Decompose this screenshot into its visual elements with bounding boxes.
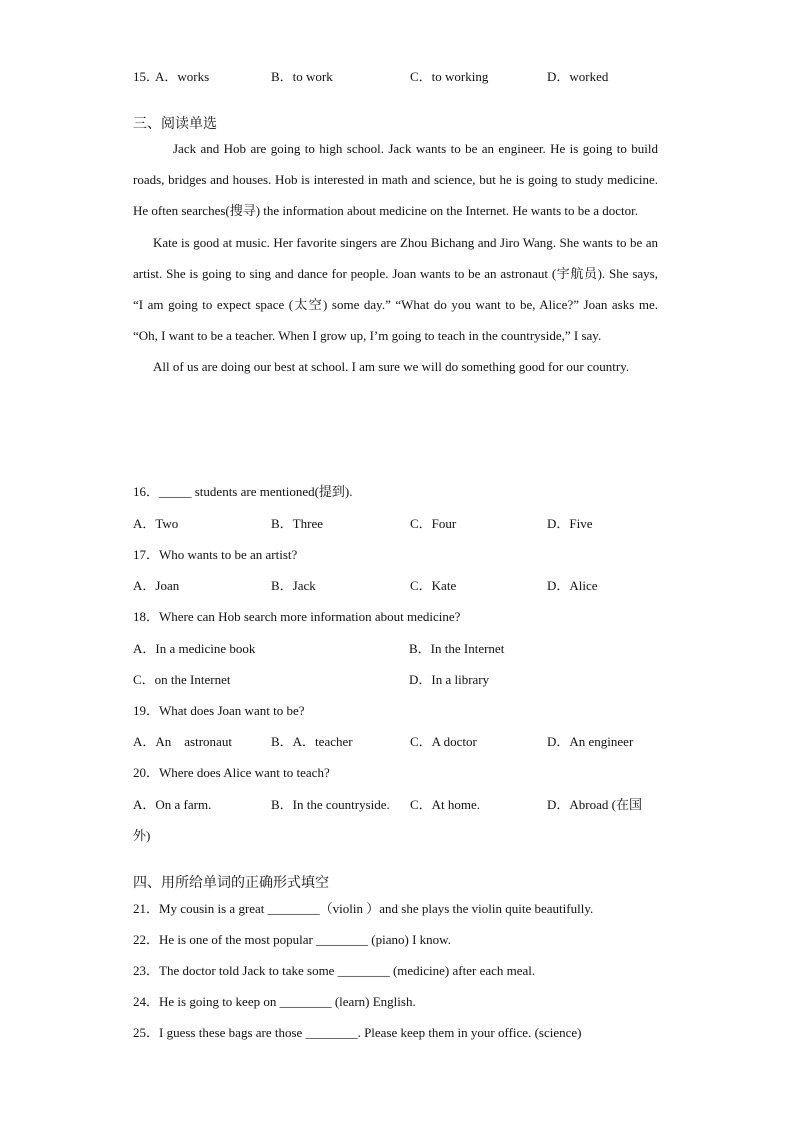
- q18-option-c: C．on the Internet: [133, 672, 231, 687]
- q15-option-a: A．works: [155, 69, 210, 84]
- fill-item-25: 25．I guess these bags are those ________. Please keep them in your office. (science): [133, 1025, 582, 1040]
- q18-option-d: D．In a library: [409, 672, 490, 687]
- q16-option-b: B．Three: [271, 516, 323, 531]
- fill-item-21: 21．My cousin is a great ________（violin ）and she plays the violin quite beautifully.: [133, 901, 594, 916]
- q17-option-c: C．Kate: [410, 578, 457, 593]
- q16-option-c: C．Four: [410, 516, 457, 531]
- q18-option-a: A．In a medicine book: [133, 641, 256, 656]
- q19-option-c: C．A doctor: [410, 734, 477, 749]
- passage-paragraph-3: All of us are doing our best at school. I am sure we will do something good for our country.: [153, 359, 630, 375]
- question-16-stem: 16．_____ students are mentioned(提到).: [133, 484, 353, 499]
- q17-option-a: A．Joan: [133, 578, 180, 593]
- q17-option-b: B．Jack: [271, 578, 316, 593]
- q20-option-a: A．On a farm.: [133, 797, 212, 812]
- q15-number: 15．: [133, 69, 160, 84]
- q20-option-b: B．In the countryside.: [271, 797, 390, 812]
- q15-option-d: D．worked: [547, 69, 609, 84]
- fill-item-23: 23．The doctor told Jack to take some ________ (medicine) after each meal.: [133, 963, 536, 978]
- q20-option-c: C．At home.: [410, 797, 481, 812]
- q19-option-a: A．An astronaut: [133, 734, 232, 749]
- q19-option-b: B．A．teacher: [271, 734, 353, 749]
- q19-option-d: D．An engineer: [547, 734, 634, 749]
- reading-passage: [133, 133, 658, 383]
- question-20-stem: 20．Where does Alice want to teach?: [133, 765, 330, 780]
- fill-item-24: 24．He is going to keep on ________ (learn) English.: [133, 994, 416, 1009]
- q20-option-d-continued: 外): [133, 828, 151, 843]
- q16-option-d: D．Five: [547, 516, 593, 531]
- q15-option-b: B．to work: [271, 69, 333, 84]
- q17-option-d: D．Alice: [547, 578, 598, 593]
- q16-option-a: A．Two: [133, 516, 179, 531]
- q20-option-d: D．Abroad (在国: [547, 797, 642, 812]
- section-4-heading: 四、用所给单词的正确形式填空: [133, 875, 329, 891]
- q18-option-b: B．In the Internet: [409, 641, 505, 656]
- passage-paragraph-1: Jack and Hob are going to high school. Jack wants to be an engineer. He is going to build roads, bridges and houses. Hob is interested in math and science, but he is going to study medicine. He often searches(搜寻) the information about medicine on the Internet. He wants to be a doctor.: [133, 141, 658, 219]
- q15-option-c: C．to working: [410, 69, 489, 84]
- question-19-stem: 19．What does Joan want to be?: [133, 703, 305, 718]
- question-17-stem: 17．Who wants to be an artist?: [133, 547, 298, 562]
- passage-paragraph-2: Kate is good at music. Her favorite singers are Zhou Bichang and Jiro Wang. She wants to be an artist. She is going to sing and dance for people. Joan wants to be an astronaut (宇航员). She says, “I am going to expect space (太空) some day.” “What do you want to be, Alice?” Joan asks me. “Oh, I want to be a teacher. When I grow up, I’m going to teach in the countryside,” I say.: [133, 234, 658, 344]
- section-3-heading: 三、阅读单选: [133, 116, 217, 132]
- fill-item-22: 22．He is one of the most popular ________ (piano) I know.: [133, 932, 451, 947]
- question-18-stem: 18．Where can Hob search more information about medicine?: [133, 609, 461, 624]
